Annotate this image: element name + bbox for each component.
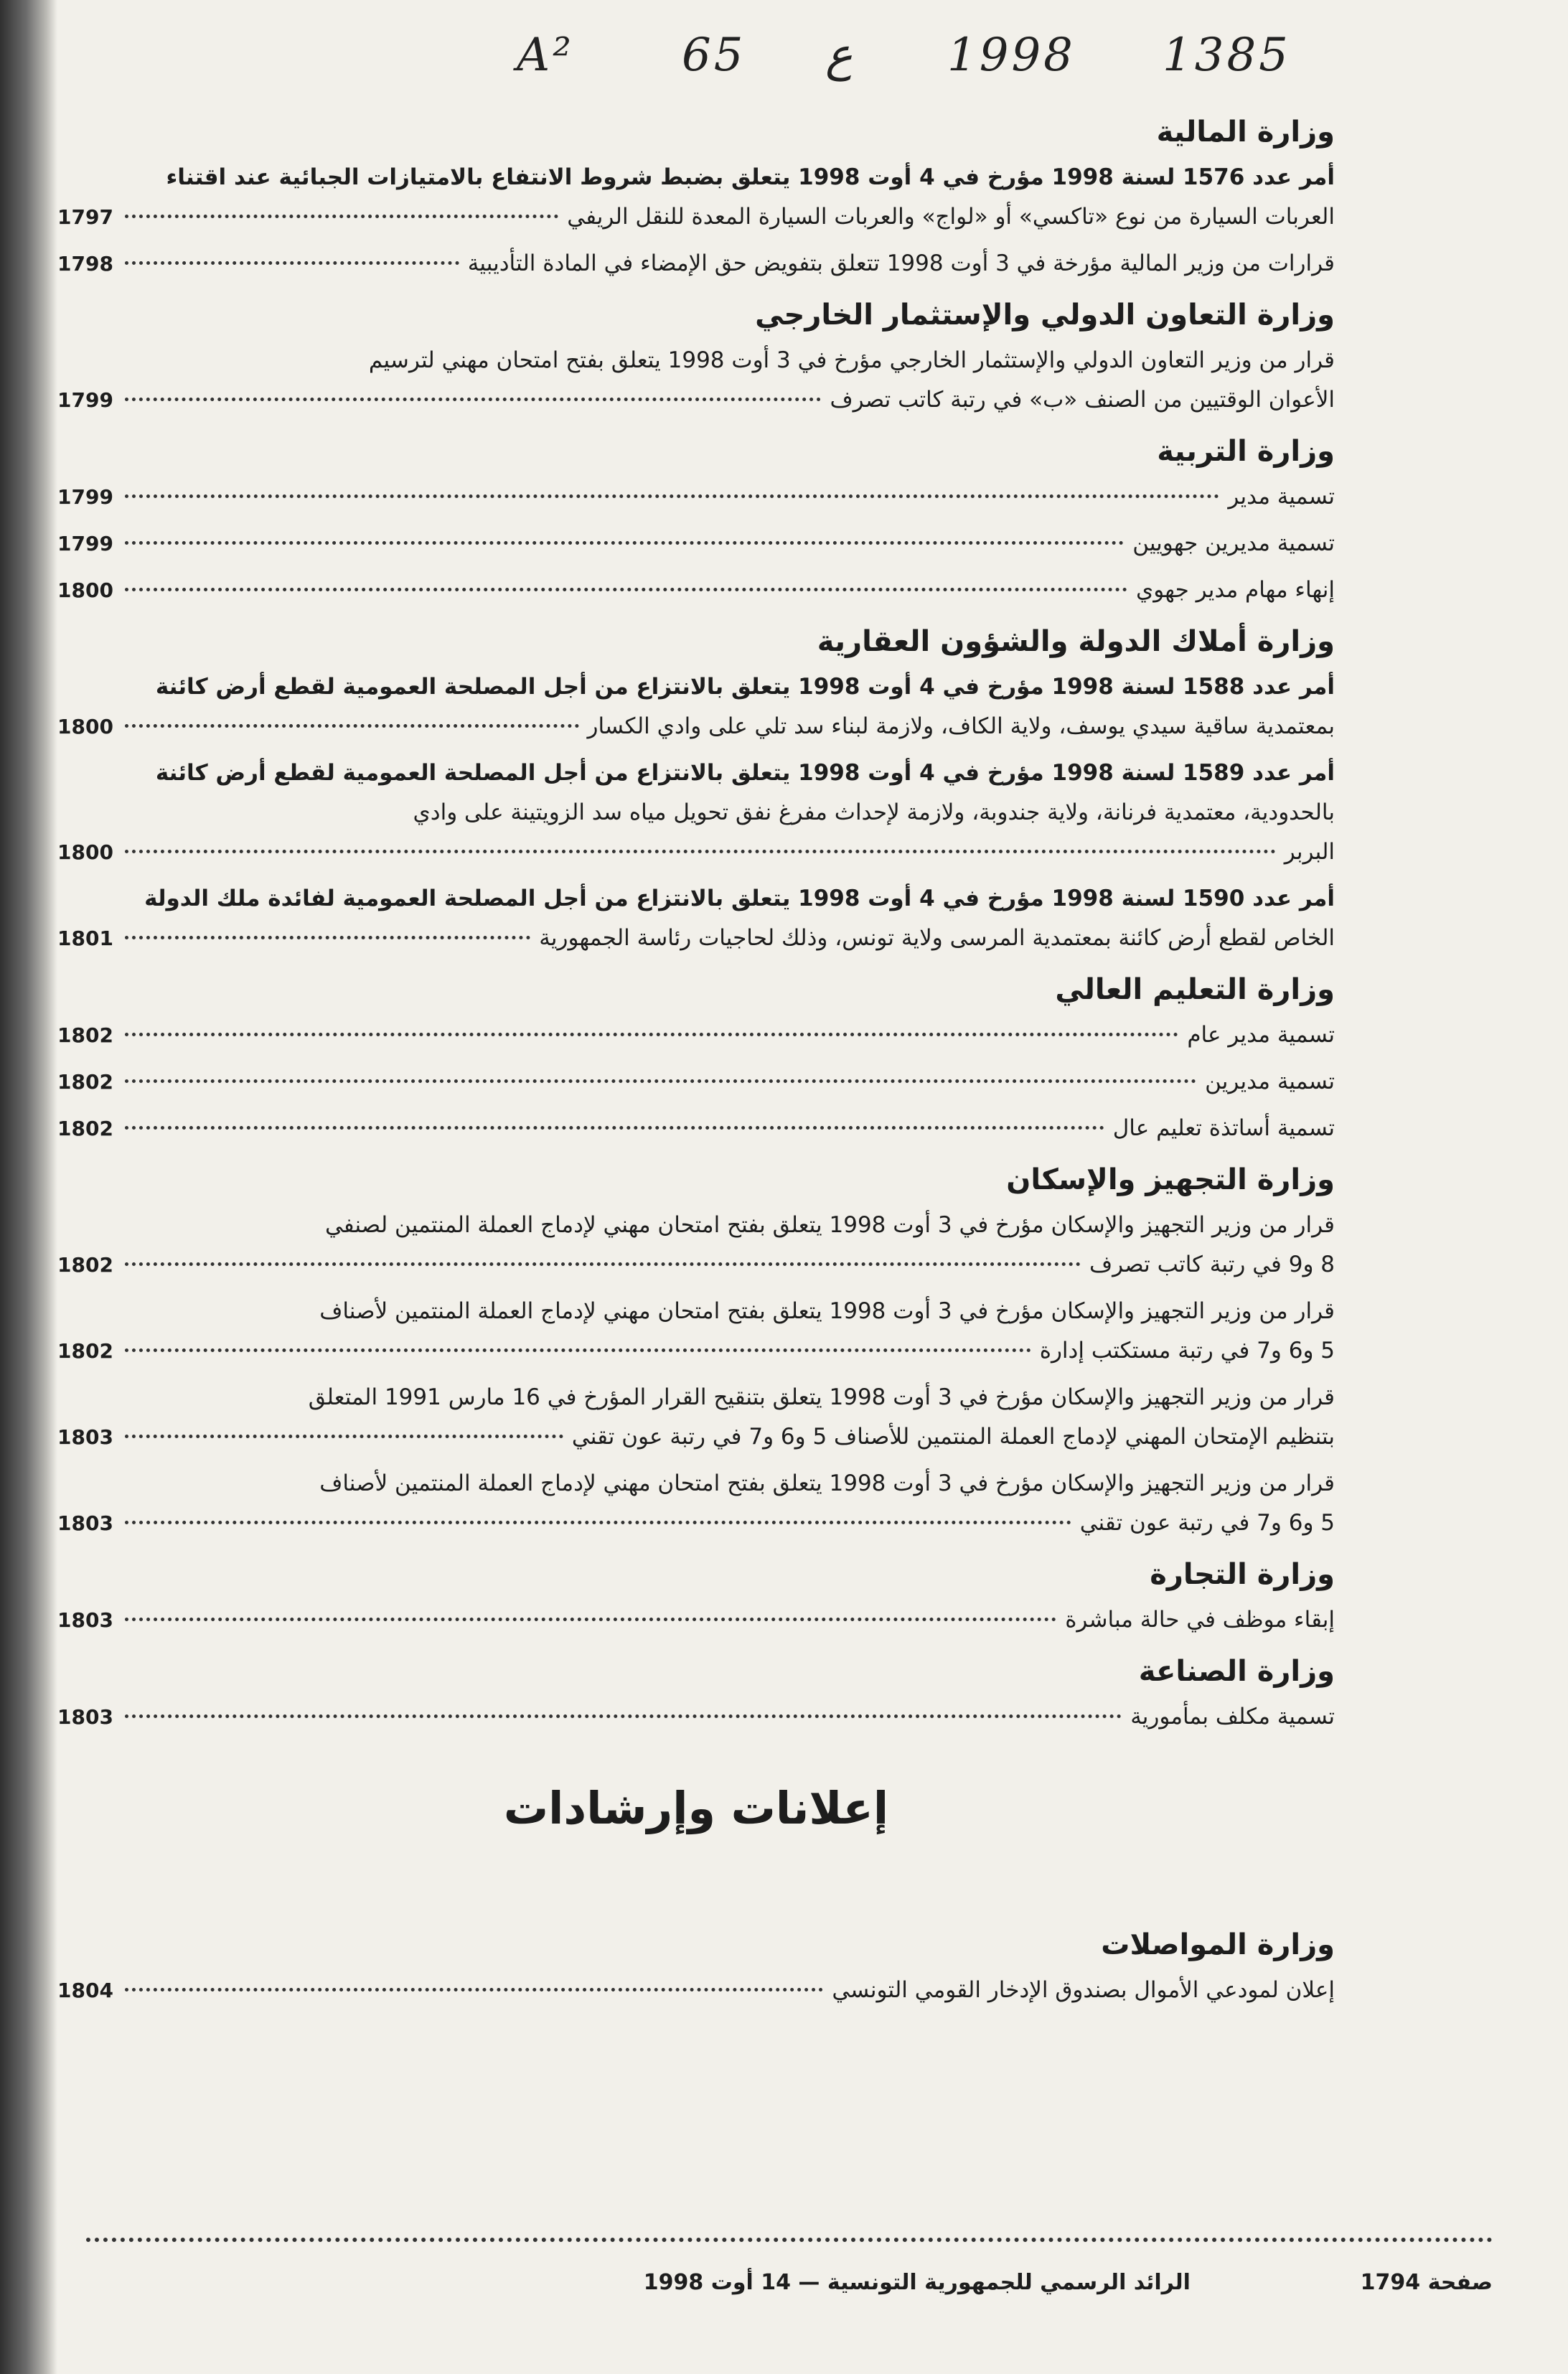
entry-text: 5 و6 و7 في رتبة عون تقني [1079, 1510, 1335, 1536]
dot-leader [125, 936, 530, 939]
handwritten-mark: 1998 [947, 29, 1076, 82]
handwritten-note [502, 22, 1363, 100]
dot-leader [125, 1262, 1081, 1266]
journal-title: الرائد الرسمي للجمهورية التونسية — 14 أوت 1998 [643, 2269, 1191, 2295]
dot-leader [125, 1033, 1178, 1036]
announcement-sections [57, 1923, 1335, 2010]
entry-text: الأعوان الوقتيين من الصنف «ب» في رتبة كاتب تصرف [830, 387, 1335, 413]
section-title: وزارة التجارة [1150, 1558, 1335, 1591]
entry-text: تسمية مديرين جهويين [1132, 530, 1335, 556]
section-title: وزارة التربية [1157, 435, 1335, 468]
toc-entry [57, 1206, 1335, 1285]
page-number: 1800 [57, 715, 113, 738]
entry-text: الخاص لقطع أرض كائنة بمعتمدية المرسى ولاية تونس، وذلك لحاجيات رئاسة الجمهورية [539, 925, 1335, 951]
page-number: 1802 [57, 1023, 113, 1047]
dot-leader [125, 1521, 1071, 1524]
book-binding-shadow [0, 0, 57, 2374]
section-title: وزارة التعليم العالي [1055, 973, 1335, 1006]
dot-leader [125, 1126, 1104, 1130]
page-number: 1802 [57, 1117, 113, 1140]
section-title: وزارة التعاون الدولي والإستثمار الخارجي [755, 299, 1335, 332]
toc-entry [57, 1292, 1335, 1371]
toc-entry [57, 1971, 1335, 2010]
ministry-sections [57, 111, 1335, 1737]
page-footer [86, 2264, 1493, 2300]
section-title: وزارة الصناعة [1138, 1655, 1335, 1688]
entry-text: أمر عدد 1576 لسنة 1998 مؤرخ في 4 أوت 1998 يتعلق بضبط شروط الانتفاع بالامتيازات الجبائية عند اقتناء [166, 164, 1335, 190]
entry-text: إنهاء مهام مدير جهوي [1136, 577, 1335, 603]
handwritten-mark: 65 [682, 29, 746, 82]
page-number: 1802 [57, 1070, 113, 1094]
entry-text: 8 و9 في رتبة كاتب تصرف [1089, 1252, 1335, 1277]
dot-leader [125, 1618, 1056, 1621]
entry-text: قرار من وزير التجهيز والإسكان مؤرخ في 3 أوت 1998 يتعلق بفتح امتحان مهني لإدماج العملة المنتمين لصنفي [324, 1212, 1335, 1238]
entry-text: قرار من وزير التجهيز والإسكان مؤرخ في 3 أوت 1998 يتعلق بفتح امتحان مهني لإدماج العملة المنتمين لأصناف [319, 1298, 1335, 1324]
entry-text: قرار من وزير التجهيز والإسكان مؤرخ في 3 أوت 1998 يتعلق بتنقيح القرار المؤرخ في 16 مارس 1991 المتعلق [308, 1384, 1335, 1410]
dot-leader [125, 215, 558, 218]
entry-text: تسمية مدير عام [1187, 1022, 1335, 1048]
page-number: 1804 [57, 1979, 113, 2002]
page-number: 1799 [57, 388, 113, 412]
toc-entry [57, 1697, 1335, 1737]
section-title: وزارة أملاك الدولة والشؤون العقارية [817, 625, 1335, 658]
handwritten-mark: A² [517, 29, 574, 82]
dot-leader [125, 494, 1219, 498]
dot-leader [125, 1714, 1122, 1718]
entry-text: البربر [1284, 839, 1335, 865]
section-title: وزارة التجهيز والإسكان [1006, 1163, 1335, 1196]
page-number: 1801 [57, 926, 113, 950]
dot-leader [125, 261, 459, 265]
page-number: 1799 [57, 485, 113, 509]
entry-text: تسمية مديرين [1205, 1069, 1335, 1094]
entry-text: قرار من وزير التعاون الدولي والإستثمار الخارجي مؤرخ في 3 أوت 1998 يتعلق بفتح امتحان مهني لترسيم [368, 347, 1335, 373]
toc-entry [57, 158, 1335, 237]
dot-leader [125, 398, 821, 401]
page-number: 1800 [57, 840, 113, 864]
entry-text: بالحدودية، معتمدية فرنانة، ولاية جندوبة، ولازمة لإحداث مفرغ نفق تحويل مياه سد الزويتينة على وادي [413, 799, 1335, 825]
section-title: وزارة المواصلات [1101, 1928, 1335, 1961]
entry-text: قرار من وزير التجهيز والإسكان مؤرخ في 3 أوت 1998 يتعلق بفتح امتحان مهني لإدماج العملة المنتمين لأصناف [319, 1470, 1335, 1496]
entry-text: أمر عدد 1589 لسنة 1998 مؤرخ في 4 أوت 1998 يتعلق بالانتزاع من أجل المصلحة العمومية لقطع أرض كائنة [155, 760, 1335, 786]
section-title: وزارة المالية [1156, 116, 1335, 149]
entry-text: بتنظيم الإمتحان المهني لإدماج العملة المنتمين للأصناف 5 و6 و7 في رتبة عون تقني [571, 1424, 1335, 1450]
page-number: 1803 [57, 1608, 113, 1632]
page-number: 1799 [57, 532, 113, 555]
dot-leader [125, 1988, 823, 1991]
page-number: 1802 [57, 1339, 113, 1363]
footer-divider [86, 2238, 1493, 2242]
page-number: 1803 [57, 1511, 113, 1535]
page-number: 1802 [57, 1253, 113, 1277]
toc-entry [57, 524, 1335, 563]
entry-text: تسمية مدير [1228, 484, 1335, 510]
table-of-contents [57, 100, 1335, 2017]
page-number: 1803 [57, 1425, 113, 1449]
page-number: 1800 [57, 578, 113, 602]
toc-entry [57, 667, 1335, 746]
entry-text: إعلان لمودعي الأموال بصندوق الإدخار القومي التونسي [832, 1977, 1335, 2003]
page-number-label: صفحة 1794 [1360, 2269, 1493, 2295]
entry-text: بمعتمدية ساقية سيدي يوسف، ولاية الكاف، ولازمة لبناء سد تلي على وادي الكسار [587, 713, 1335, 739]
toc-entry [57, 1464, 1335, 1543]
toc-entry [57, 1378, 1335, 1457]
entry-text: أمر عدد 1590 لسنة 1998 مؤرخ في 4 أوت 1998 يتعلق بالانتزاع من أجل المصلحة العمومية لفائدة ملك الدولة [144, 886, 1335, 911]
entry-text: تسمية أساتذة تعليم عال [1112, 1115, 1335, 1141]
announcements-title: إعلانات وإرشادات [503, 1782, 889, 1834]
dot-leader [125, 724, 579, 728]
entry-text: العربات السيارة من نوع «تاكسي» أو «لواج» والعربات السيارة المعدة للنقل الريفي [567, 204, 1335, 230]
dot-leader [125, 1079, 1196, 1083]
dot-leader [125, 588, 1127, 591]
page-number: 1803 [57, 1705, 113, 1729]
dot-leader [125, 541, 1124, 545]
handwritten-mark: ع [825, 29, 853, 82]
entry-text: 5 و6 و7 في رتبة مستكتب إدارة [1039, 1338, 1335, 1364]
toc-entry [57, 754, 1335, 872]
handwritten-mark: 1385 [1163, 29, 1291, 82]
toc-entry [57, 341, 1335, 420]
toc-entry [57, 1109, 1335, 1148]
toc-entry [57, 1015, 1335, 1055]
toc-entry [57, 244, 1335, 283]
page-number: 1798 [57, 252, 113, 276]
page-number: 1797 [57, 205, 113, 229]
entry-text: إبقاء موظف في حالة مباشرة [1065, 1607, 1335, 1633]
entry-text: قرارات من وزير المالية مؤرخة في 3 أوت 1998 تتعلق بتفويض حق الإمضاء في المادة التأديبية [467, 250, 1335, 276]
dot-leader [125, 850, 1276, 853]
toc-entry [57, 1600, 1335, 1640]
toc-entry [57, 571, 1335, 610]
dot-leader [125, 1348, 1031, 1352]
entry-text: أمر عدد 1588 لسنة 1998 مؤرخ في 4 أوت 1998 يتعلق بالانتزاع من أجل المصلحة العمومية لقطع أرض كائنة [155, 674, 1335, 700]
dot-leader [125, 1435, 563, 1438]
toc-entry [57, 477, 1335, 517]
toc-entry [57, 879, 1335, 958]
toc-entry [57, 1062, 1335, 1102]
entry-text: تسمية مكلف بمأمورية [1130, 1704, 1335, 1730]
